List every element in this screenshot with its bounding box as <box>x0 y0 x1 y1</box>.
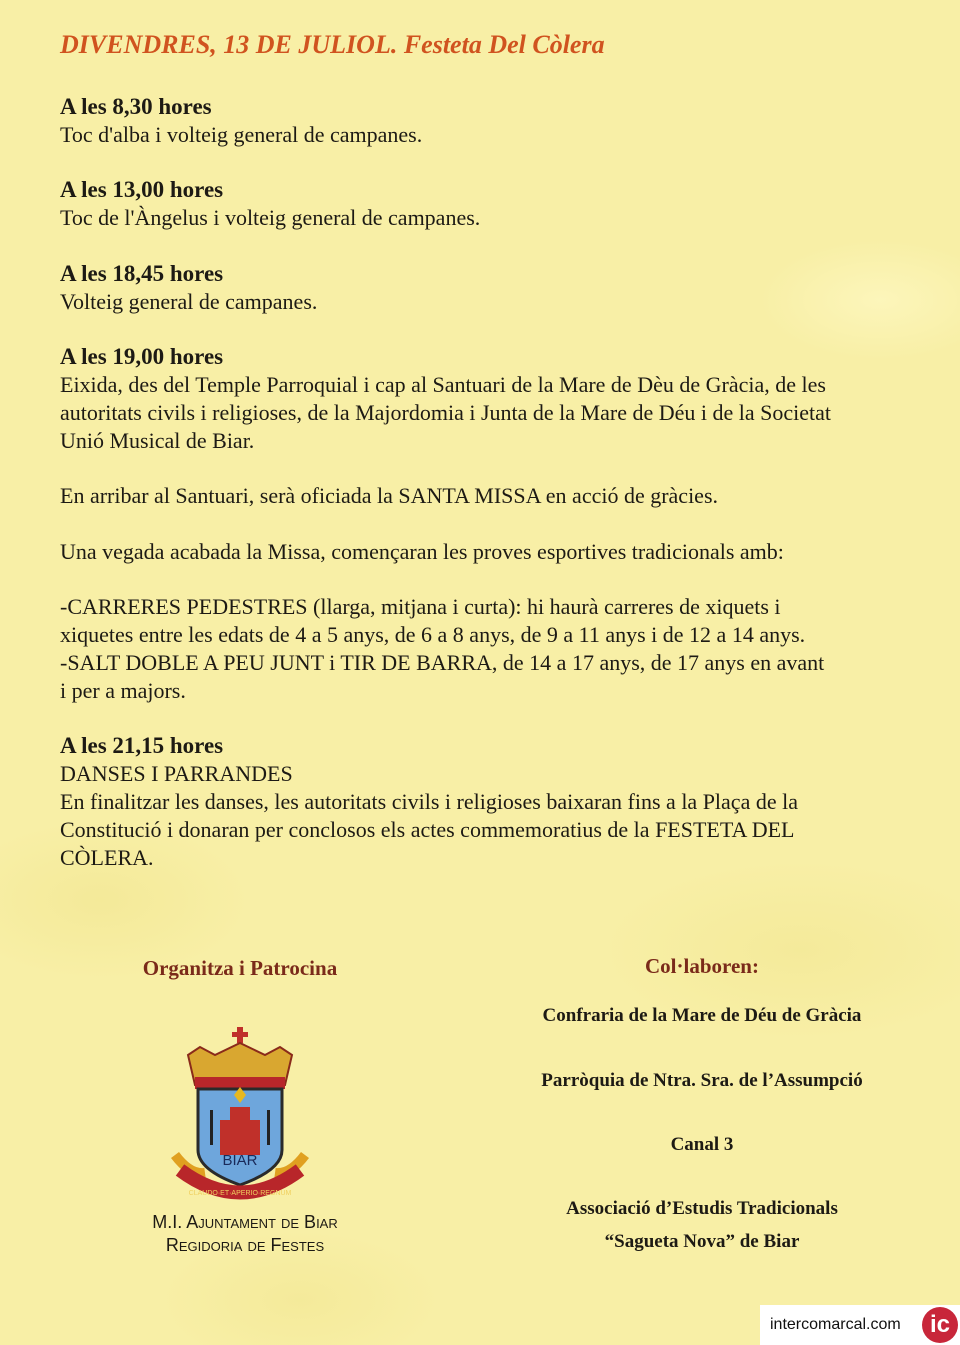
collaborator: Parròquia de Ntra. Sra. de l’Assumpció <box>541 1070 863 1091</box>
organizer-name <box>80 1211 410 1257</box>
schedule-text-line: Volteig general de campanes. <box>60 288 318 314</box>
schedule-time-heading: A les 21,15 hores <box>60 733 224 759</box>
schedule-time-heading: A les 19,00 hores <box>60 344 224 370</box>
schedule-text-line: -SALT DOBLE A PEU JUNT i TIR DE BARRA, de 14 a 17 anys, de 17 anys en avant <box>60 649 825 675</box>
schedule-time-heading: A les 8,30 hores <box>60 94 212 119</box>
schedule-text-line: DANSES I PARRANDES <box>60 761 293 787</box>
schedule-text-line: Unió Musical de Biar. <box>60 427 255 453</box>
biar-coat-of-arms <box>160 1025 320 1200</box>
schedule-time-heading: A les 18,45 hores <box>60 260 224 286</box>
svg-text:BIAR: BIAR <box>222 1152 258 1169</box>
intercomarcal-logo-icon: ic <box>922 1307 958 1343</box>
intercomarcal-watermark <box>760 1305 960 1345</box>
schedule-text-line: Eixida, des del Temple Parroquial i cap al Santuari de la Mare de Dèu de Gràcia, de les <box>60 371 826 397</box>
schedule-text-line: autoritats civils i religioses, de la Majordomia i Junta de la Mare de Déu i de la Societat <box>60 399 831 425</box>
schedule-text-line: xiquetes entre les edats de 4 a 5 anys, de 6 a 8 anys, de 9 a 11 anys i de 12 a 14 anys. <box>60 622 806 648</box>
blank-line <box>60 149 940 177</box>
schedule-text-line: En finalitzar les danses, les autoritats civils i religioses baixaran fins a la Plaça de la <box>60 788 798 814</box>
blank-line <box>60 510 940 538</box>
blank-line <box>60 705 940 733</box>
organizer-heading: Organitza i Patrocina <box>142 956 338 980</box>
schedule-text-line: CÒLERA. <box>60 844 154 870</box>
page-title: DIVENDRES, 13 DE JULIOL. Festeta Del Còlera <box>60 30 605 59</box>
schedule-text-line: Toc d'alba i volteig general de campanes. <box>60 121 423 147</box>
schedule-text-line: En arribar al Santuari, serà oficiada la SANTA MISSA en acció de gràcies. <box>60 483 719 509</box>
collaborator: “Sagueta Nova” de Biar <box>604 1231 800 1252</box>
blank-line <box>60 454 940 482</box>
svg-text:CLAUDO·ET·APERIO·REGNUM: CLAUDO·ET·APERIO·REGNUM <box>188 1190 292 1197</box>
blank-line <box>60 232 940 260</box>
schedule-body <box>60 93 940 871</box>
schedule-text-line: Constitució i donaran per conclosos els actes commemoratius de la FESTETA DEL <box>60 816 795 842</box>
blank-line <box>60 315 940 343</box>
collaborator: Canal 3 <box>670 1134 734 1155</box>
organizer-line-2: Regidoria de Festes <box>165 1235 325 1255</box>
blank-line <box>60 566 940 594</box>
schedule-text-line: Una vegada acabada la Missa, començaran les proves esportives tradicionals amb: <box>60 538 784 564</box>
schedule-text-line: -CARRERES PEDESTRES (llarga, mitjana i curta): hi haurà carreres de xiquets i <box>60 594 781 620</box>
schedule-text-line: i per a majors. <box>60 677 186 703</box>
schedule-time-heading: A les 13,00 hores <box>60 177 224 203</box>
schedule-text-line: Toc de l'Àngelus i volteig general de campanes. <box>60 205 481 231</box>
collaborator: Associació d’Estudis Tradicionals <box>566 1198 838 1219</box>
organizer-line-1: M.I. Ajuntament de Biar <box>152 1212 338 1232</box>
collaborators-heading: Col·laboren: <box>645 954 759 978</box>
collaborator: Confraria de la Mare de Déu de Gràcia <box>542 1005 862 1026</box>
watermark-text: intercomarcal.com <box>770 1316 901 1333</box>
